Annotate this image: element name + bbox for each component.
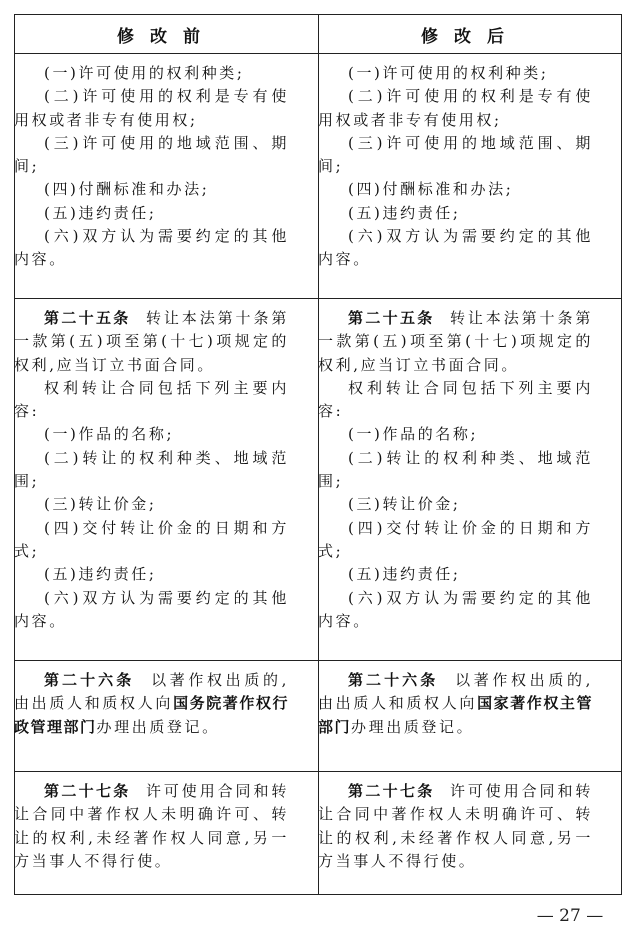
paragraph: (六)双方认为需要约定的其他内容。	[14, 227, 289, 269]
row1-before	[14, 62, 289, 272]
paragraph: (一)许可使用的权利种类;	[44, 64, 245, 82]
header-divider	[15, 53, 621, 54]
article-number: 第二十七条	[348, 782, 435, 800]
paragraph: (五)违约责任;	[44, 203, 157, 222]
paragraph: (四)交付转让价金的日期和方式;	[14, 518, 289, 560]
paragraph: (四)付酬标准和办法;	[44, 180, 210, 199]
paragraph	[318, 669, 593, 739]
row3-before	[14, 669, 289, 739]
article-text: 办理出质登记。	[351, 717, 475, 736]
paragraph: (五)违约责任;	[348, 565, 461, 584]
row-divider	[15, 771, 621, 772]
paragraph: (三)许可使用的地域范围、期间;	[14, 133, 289, 176]
paragraph: (六)双方认为需要约定的其他内容。	[318, 227, 593, 269]
header-before: 修改前	[117, 26, 216, 47]
article-number: 第二十五条	[348, 309, 435, 327]
page-number: — 27 —	[536, 906, 604, 926]
paragraph: 权利转让合同包括下列主要内容:	[318, 378, 593, 421]
article-number: 第二十五条	[44, 309, 131, 327]
paragraph: (三)转让价金;	[348, 495, 461, 514]
row1-after	[318, 62, 593, 272]
paragraph	[318, 307, 593, 377]
paragraph	[14, 307, 289, 377]
paragraph: (一)作品的名称;	[44, 425, 175, 444]
row3-after	[318, 669, 593, 739]
article-text: 许可使用合同和转让合同中著作权人未明确许可、转让的权利,未经著作权人同意,另一方当事人不得行使。	[318, 782, 593, 870]
article-text: 转让本法第十条第一款第(五)项至第(十七)项规定的权利,应当订立书面合同。	[14, 309, 289, 374]
paragraph	[318, 780, 593, 873]
header-after: 修改后	[421, 26, 520, 47]
paragraph: (四)付酬标准和办法;	[348, 180, 514, 199]
paragraph: (二)转让的权利种类、地域范围;	[318, 448, 593, 491]
paragraph: (二)许可使用的权利是专有使用权或者非专有使用权;	[318, 87, 593, 129]
amended-text: 国务院著作权行政管理部门	[14, 694, 289, 736]
article-text: 以著作权出质的,由出质人和质权人向	[14, 671, 289, 713]
row4-before	[14, 780, 289, 873]
paragraph: (二)许可使用的权利是专有使用权或者非专有使用权;	[14, 87, 289, 129]
paragraph: (六)双方认为需要约定的其他内容。	[14, 588, 289, 630]
amended-text: 国家著作权主管部门	[318, 694, 593, 736]
row4-after	[318, 780, 593, 873]
article-text: 以著作权出质的,由出质人和质权人向	[318, 671, 593, 713]
paragraph: (四)交付转让价金的日期和方式;	[318, 518, 593, 560]
row-divider	[15, 660, 621, 661]
paragraph	[14, 669, 289, 739]
paragraph	[14, 780, 289, 873]
row-divider	[15, 298, 621, 299]
row2-after	[318, 307, 593, 633]
article-text: 办理出质登记。	[96, 717, 220, 736]
article-text: 转让本法第十条第一款第(五)项至第(十七)项规定的权利,应当订立书面合同。	[318, 309, 593, 374]
paragraph: (二)转让的权利种类、地域范围;	[14, 448, 289, 491]
article-number: 第二十七条	[44, 782, 131, 800]
paragraph: 权利转让合同包括下列主要内容:	[14, 378, 289, 421]
paragraph: (六)双方认为需要约定的其他内容。	[318, 588, 593, 630]
paragraph: (三)许可使用的地域范围、期间;	[318, 133, 593, 176]
paragraph: (五)违约责任;	[44, 565, 157, 584]
paragraph: (一)许可使用的权利种类;	[348, 64, 549, 82]
row2-before	[14, 307, 289, 633]
paragraph: (三)转让价金;	[44, 495, 157, 514]
paragraph: (五)违约责任;	[348, 203, 461, 222]
article-number: 第二十六条	[44, 671, 135, 689]
article-text: 许可使用合同和转让合同中著作权人未明确许可、转让的权利,未经著作权人同意,另一方当事人不得行使。	[14, 782, 289, 870]
paragraph: (一)作品的名称;	[348, 425, 479, 444]
article-number: 第二十六条	[348, 671, 439, 689]
